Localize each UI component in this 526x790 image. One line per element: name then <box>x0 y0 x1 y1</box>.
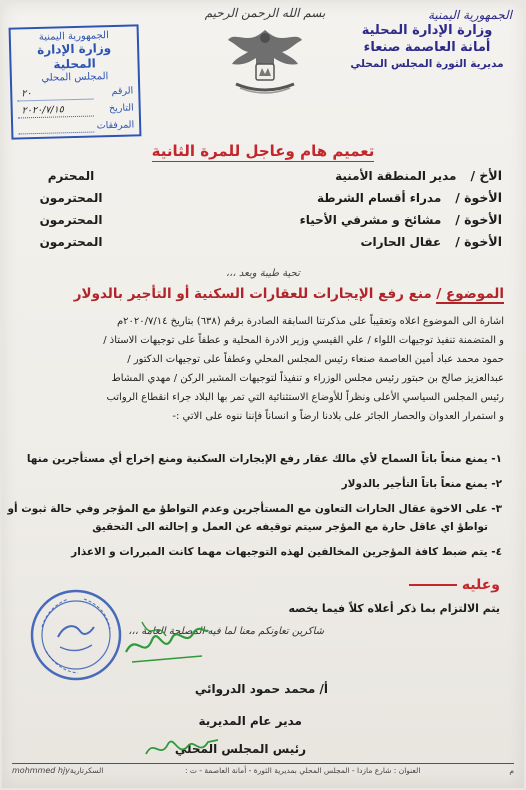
recipient-name: عقال الحارات <box>360 235 442 249</box>
recipients-list <box>26 168 502 256</box>
signatory-name: أ/ محمد حمود الدروائي <box>194 682 328 696</box>
directive-text: يمنع منعاً باتاً التأجير بالدولار <box>341 478 488 490</box>
recipient-label: الأخوة / <box>455 190 502 205</box>
stamp-attachments-value <box>18 121 94 135</box>
signatory-title-director: مدير عام المديرية <box>198 714 302 728</box>
subject-line <box>26 286 504 302</box>
stamp-country: الجمهورية اليمنية <box>38 30 109 43</box>
commitment-text: يتم الالتزام بما ذكر أعلاه كلاً فيما يخصه <box>288 602 500 615</box>
subject-text: منع رفع الإيجارات للعقارات السكنية أو التأجير بالدولار <box>73 286 432 302</box>
closing-text: وعليه <box>461 577 500 593</box>
recipient-name: مدير المنطقة الأمنية <box>335 169 457 183</box>
recipient-honorific: المحترمون <box>39 191 103 205</box>
incoming-register-stamp <box>9 24 142 139</box>
handwritten-signature-icon <box>122 612 212 672</box>
stamp-number-value: ٢٠ <box>17 87 93 102</box>
directives-list <box>7 450 502 568</box>
directive-number: ٤- <box>491 546 502 558</box>
directive-item <box>18 543 502 561</box>
letterhead-directorate: مديرية الثورة المجلس المحلي <box>350 58 504 70</box>
stamp-date-label: التاريخ <box>108 102 134 115</box>
directive-text: يمنع منعاً باتاً السماح لأي مالك عقار رفع الإيجارات السكنية ومنع إخراج أي مستأجرين منها <box>26 453 488 465</box>
recipient-label: الأخوة / <box>455 234 502 249</box>
stamp-attachments-label: المرفقات <box>96 119 135 132</box>
subject-label: الموضوع / <box>436 286 504 302</box>
directive-number: ١- <box>491 453 502 465</box>
bismillah-text: بسم الله الرحمن الرحيم <box>204 6 326 20</box>
stamp-number-label: الرقم <box>111 85 134 98</box>
footer-divider <box>12 763 514 764</box>
recipient-row <box>26 168 502 190</box>
body-line: اشارة الى الموضوع اعلاه وتعقيباً على مذكرتنا السابقة الصادرة برقم (٦٣٨) بتاريخ ٢٠٢٠/٧/١٤م <box>116 316 504 327</box>
directive-item <box>7 500 502 536</box>
directive-text-continued: تواطؤ اي عاقل حارة مع المؤجر سيتم توقيفه عن العمل و إحالته الى التحقيق <box>92 521 488 533</box>
letterhead-ministry: وزارة الإدارة المحلية <box>361 23 493 38</box>
stamp-ministry: وزارة الإدارة المحلية <box>36 41 112 72</box>
directive-number: ٢- <box>491 478 502 490</box>
footer <box>12 766 514 775</box>
recipient-row <box>26 234 502 256</box>
recipient-label: الأخ / <box>470 168 502 183</box>
circular-title-text: تعميم هام وعاجل للمرة الثانية <box>151 142 375 160</box>
greeting-text: تحية طيبة وبعد ،،، <box>226 268 300 279</box>
letterhead-block <box>342 8 512 72</box>
recipient-name: مدراء أقسام الشرطة <box>317 191 442 205</box>
directive-number: ٣- <box>491 503 502 515</box>
directive-item <box>18 450 502 468</box>
footer-secretary: السكرتارية <box>69 766 104 775</box>
document-page <box>2 2 524 788</box>
recipient-row <box>26 190 502 212</box>
body-line: و المتضمنة تنفيذ توجيهات اللواء / علي القيسي وزير الادرة المحلية و عطفاً على توجيهات الاستاذ / <box>103 335 504 346</box>
stamp-date-row <box>18 102 134 118</box>
signatory-title-council: رئيس المجلس المحلي <box>174 742 306 756</box>
letterhead-country: الجمهورية اليمنية <box>427 8 512 22</box>
body-line: حمود محمد عباد أمين العاصمة صنعاء رئيس المجلس المحلي وعطفاً على توجيهات الدكتور / <box>127 354 504 365</box>
emblem-block <box>200 6 330 96</box>
body-paragraph <box>22 312 504 426</box>
body-line: و استمرار العدوان والحصار الجائر على بلادنا ارضاً و انساناً فإننا ننوه على الاتي :- <box>172 411 504 422</box>
directive-text: على الاخوة عقال الحارات التعاون مع المستأجرين وعدم التواطؤ مع المؤجر وفي حالة ثبوت أو <box>7 503 488 515</box>
footer-address: العنوان : شارع مازدا - المجلس المحلي بمديرية الثورة - أمانة العاصمة - ت : <box>184 766 421 775</box>
recipient-honorific: المحترم <box>47 169 95 183</box>
stamp-date-value: ٢٠٢٠/٧/١٥ <box>18 104 94 119</box>
footer-page-mark: م <box>509 766 514 775</box>
recipient-row <box>26 212 502 234</box>
thanks-text: شاكرين تعاونكم معنا لما فيه المصلحة العامة ،،، <box>128 626 324 637</box>
stamp-attachments-row <box>18 119 134 134</box>
footer-author: mohmmed hjy <box>12 766 70 775</box>
closing-underline <box>409 584 457 586</box>
body-line: عبدالعزيز صالح بن حبتور رئيس مجلس الوزراء و تنفيذاً لتوجيهات المشير الركن / مهدي المشاط <box>111 373 504 384</box>
recipient-honorific: المحترمون <box>39 235 103 249</box>
body-line: رئيس المجلس السياسي الأعلى ونظراً للأوضاع الاستثنائية التي تمر بها البلاد جراء انقطاع الرواتب <box>106 392 504 403</box>
official-round-stamp-icon <box>28 587 124 683</box>
recipient-name: مشائخ و مشرفي الأحياء <box>299 213 442 227</box>
stamp-council: المجلس المحلي <box>41 71 109 84</box>
circular-title <box>2 142 524 160</box>
directive-item <box>18 475 502 493</box>
signature-scribble-icon <box>142 730 222 766</box>
closing-word <box>409 577 500 593</box>
yemen-eagle-emblem-icon <box>226 24 304 96</box>
stamp-number-row <box>17 85 133 101</box>
directive-text: يتم ضبط كافة المؤجرين المخالفين لهذه التوجيهات مهما كانت المبررات و الاعذار <box>71 546 488 558</box>
letterhead-capital: أمانة العاصمة صنعاء <box>363 40 491 55</box>
recipient-label: الأخوة / <box>455 212 502 227</box>
recipient-honorific: المحترمون <box>39 213 103 227</box>
